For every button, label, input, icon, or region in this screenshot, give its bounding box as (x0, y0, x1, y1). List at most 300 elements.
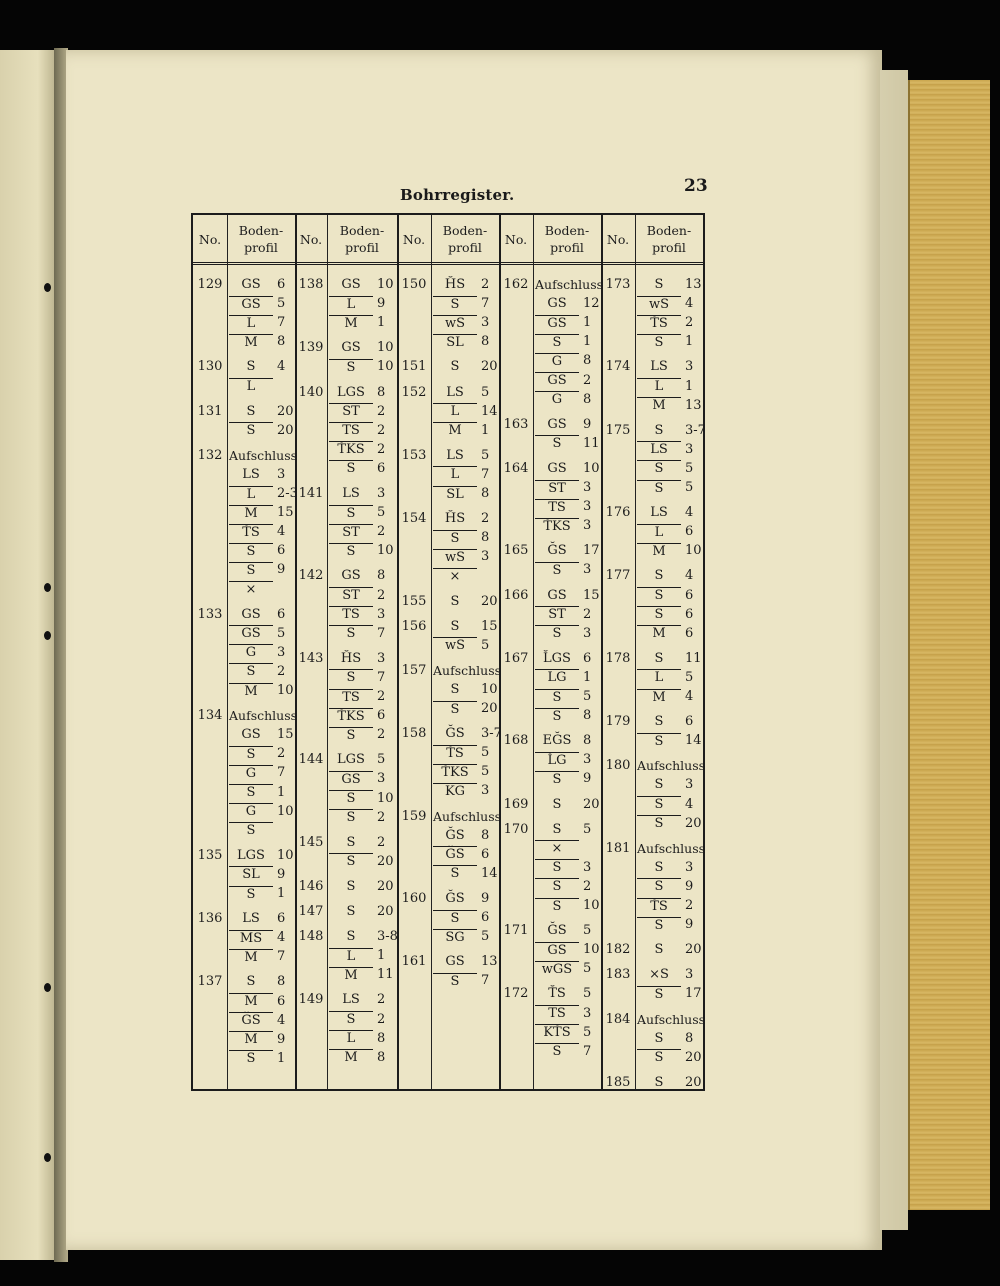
layer-depth: 1 (583, 669, 592, 685)
layer-depth: 9 (583, 771, 592, 787)
layer-depth: 5 (277, 296, 286, 312)
layer-depth: 2 (377, 809, 386, 825)
soil-symbol: S (246, 403, 256, 419)
layer-depth: 4 (277, 359, 286, 375)
soil-symbol: LGS (237, 847, 265, 863)
soil-profile-layer (433, 680, 497, 699)
soil-symbol: SL (433, 486, 477, 502)
soil-profile-layer (433, 971, 497, 990)
soil-symbol: S (329, 543, 373, 559)
soil-symbol: GS (341, 277, 361, 292)
bore-number: 151 (401, 359, 427, 375)
bore-number: 179 (605, 714, 631, 730)
soil-symbol: S (329, 1011, 373, 1027)
layer-depth: 10 (377, 340, 394, 356)
soil-profile-layer (329, 624, 395, 643)
soil-profile-layer (637, 775, 701, 794)
layer-depth: 3 (481, 549, 490, 565)
layer-depth: 20 (377, 853, 394, 869)
soil-symbol: GS (341, 340, 361, 356)
layer-depth: 3 (277, 466, 286, 482)
outcrop-label: Aufschluss (433, 662, 502, 678)
soil-profile-layer (535, 560, 599, 579)
bore-number: 177 (605, 568, 631, 584)
bore-number: 174 (605, 359, 631, 375)
bore-number: 135 (197, 847, 223, 863)
soil-symbol: S (637, 587, 681, 603)
bore-number: 132 (197, 447, 223, 463)
soil-symbol: S (329, 505, 373, 521)
soil-symbol: S (329, 853, 373, 869)
layer-depth: 14 (481, 403, 498, 419)
soil-profile-layer (433, 952, 497, 971)
bore-number: 157 (401, 662, 427, 678)
layer-depth: 6 (277, 606, 286, 622)
soil-profile-layer (329, 833, 395, 852)
layer-depth: 7 (277, 315, 286, 331)
soil-symbol: L (433, 403, 477, 419)
layer-depth: 9 (481, 890, 490, 906)
layer-depth: 8 (481, 827, 490, 843)
soil-profile-layer (329, 902, 395, 921)
header-no: No. (606, 231, 630, 247)
soil-profile-layer (637, 814, 701, 833)
layer-depth: 10 (277, 847, 294, 863)
bore-number: 138 (298, 277, 324, 292)
layer-depth: 13 (685, 277, 702, 292)
header-profile-cell (533, 215, 601, 263)
bore-number: 155 (401, 593, 427, 609)
soil-symbol: LS (446, 447, 464, 463)
bore-number: 137 (197, 974, 223, 990)
layer-depth: 13 (481, 954, 498, 970)
soil-symbol: S (535, 689, 579, 705)
bore-number: 134 (197, 708, 223, 724)
soil-profile-layer (433, 636, 497, 655)
soil-profile-layer (637, 731, 701, 750)
soil-symbol: L (637, 669, 681, 685)
soil-profile-layer (535, 624, 599, 643)
soil-symbol: S (552, 796, 562, 812)
soil-profile-layer (535, 1023, 599, 1042)
layer-depth: 20 (277, 403, 294, 419)
soil-symbol: GS (229, 296, 273, 312)
soil-profile-layer (433, 509, 497, 528)
soil-profile-layer (637, 605, 701, 624)
soil-symbol: S (229, 822, 273, 838)
soil-profile-layer (329, 750, 395, 769)
layer-depth: 6 (277, 277, 286, 292)
soil-profile-layer (229, 947, 293, 966)
soil-symbol: S (329, 809, 373, 825)
soil-symbol: GS (241, 727, 261, 743)
soil-profile-layer (637, 940, 701, 959)
layer-depth: 1 (277, 784, 286, 800)
layer-depth: 8 (377, 384, 386, 400)
soil-symbol: ×S (649, 967, 669, 983)
layer-depth: 10 (277, 803, 294, 819)
soil-profile-layer (535, 795, 599, 814)
soil-symbol: S (654, 568, 664, 584)
soil-profile-layer (637, 332, 701, 351)
soil-symbol: M (329, 967, 373, 983)
soil-symbol: ST (535, 480, 579, 496)
layer-depth: 1 (685, 378, 694, 394)
header-no: No. (299, 231, 323, 247)
outcrop-label: Aufschluss (229, 708, 298, 724)
soil-symbol: S (654, 1030, 664, 1046)
layer-depth: 5 (481, 764, 490, 780)
soil-profile-layer (637, 357, 701, 376)
soil-profile-layer (229, 560, 293, 579)
layer-depth: 20 (377, 904, 394, 919)
soil-symbol: M (229, 683, 273, 699)
soil-profile-layer (433, 927, 497, 946)
soil-symbol: S (229, 663, 273, 679)
soil-symbol: T̆S (433, 745, 477, 761)
layer-depth: 20 (685, 1049, 702, 1065)
soil-profile-layer (637, 896, 701, 915)
soil-symbol: ST (329, 524, 373, 540)
layer-depth: 8 (377, 1030, 386, 1046)
soil-profile-layer (229, 402, 293, 421)
soil-profile-layer (229, 446, 298, 465)
soil-profile-layer (229, 662, 293, 681)
bore-number: 178 (605, 650, 631, 666)
layer-depth: 20 (685, 815, 702, 831)
bore-number: 130 (197, 359, 223, 375)
layer-depth: 3 (377, 486, 386, 501)
soil-symbol: L̆G (535, 752, 579, 768)
soil-profile-layer (637, 313, 701, 332)
soil-symbol: L (229, 378, 273, 394)
layer-depth: 20 (583, 796, 600, 812)
soil-profile-layer (433, 864, 497, 883)
soil-profile-layer (637, 275, 701, 294)
soil-profile-layer (329, 649, 395, 668)
soil-symbol: S (637, 878, 681, 894)
soil-profile-layer (433, 484, 497, 503)
soil-profile-layer (329, 769, 395, 788)
soil-profile-layer (535, 371, 599, 390)
bore-number: 143 (298, 650, 324, 666)
soil-symbol: S (329, 460, 373, 476)
layer-depth: 2 (583, 372, 592, 388)
layer-depth: 5 (277, 625, 286, 641)
soil-symbol: S (229, 784, 273, 800)
soil-symbol: S (654, 942, 664, 958)
layer-depth: 9 (277, 1031, 286, 1047)
soil-profile-layer (433, 724, 502, 743)
bore-number: 142 (298, 568, 324, 584)
soil-symbol: S (246, 359, 256, 375)
soil-symbol: S (637, 796, 681, 812)
soil-profile-layer (229, 884, 293, 903)
layer-depth: 6 (685, 606, 694, 622)
soil-symbol: ST (329, 587, 373, 603)
soil-symbol: S (637, 986, 681, 1002)
soil-profile-layer (637, 712, 701, 731)
layer-depth: 6 (481, 910, 490, 925)
soil-profile-layer (535, 586, 599, 605)
layer-depth: 9 (277, 562, 286, 578)
soil-symbol: S (535, 878, 579, 894)
soil-profile-layer (637, 795, 701, 814)
layer-depth: 5 (583, 986, 592, 1002)
soil-symbol: KG (433, 783, 477, 799)
soil-profile-layer (229, 763, 293, 782)
soil-symbol: T̆KS (329, 441, 373, 457)
soil-profile-layer (637, 1048, 701, 1067)
soil-symbol: SL (433, 334, 477, 350)
layer-depth: 2 (377, 1011, 386, 1027)
layer-depth: 15 (481, 618, 498, 634)
soil-symbol: S (654, 1074, 664, 1090)
soil-profile-layer (535, 839, 599, 858)
soil-profile-layer (637, 1073, 701, 1092)
layer-depth: 3 (377, 650, 386, 666)
soil-symbol: L (637, 378, 681, 394)
layer-depth: 10 (277, 683, 294, 698)
layer-depth: 5 (583, 923, 592, 939)
layer-depth: 12 (583, 296, 600, 312)
bore-number: 182 (605, 942, 631, 958)
soil-symbol: S (535, 898, 579, 914)
layer-depth: 5 (583, 961, 592, 977)
soil-symbol: H̆S (444, 511, 466, 527)
outcrop-label: Aufschluss (637, 758, 706, 774)
soil-symbol: S (654, 650, 664, 666)
header-profile: Boden- profil (442, 223, 488, 255)
layer-depth: 6 (583, 650, 592, 666)
layer-depth: 10 (377, 277, 394, 292)
bore-number: 147 (298, 904, 324, 919)
layer-depth: 7 (481, 296, 490, 312)
soil-profile-layer (637, 478, 701, 497)
soil-symbol: GS (535, 372, 579, 388)
soil-profile-layer (535, 390, 599, 409)
soil-profile-layer (229, 421, 293, 440)
soil-symbol: S (346, 834, 356, 850)
soil-symbol: L (433, 466, 477, 482)
soil-symbol: S (450, 681, 460, 697)
soil-symbol: TS (329, 689, 373, 705)
layer-depth: 15 (277, 727, 294, 743)
outcrop-label: Aufschluss (637, 1011, 706, 1027)
layer-depth: 6 (377, 708, 386, 724)
soil-profile-layer (637, 541, 701, 560)
soil-symbol: GS (241, 277, 261, 292)
soil-profile-layer (637, 522, 701, 541)
soil-symbol: S (552, 821, 562, 837)
soil-symbol: GS (241, 606, 261, 622)
layer-depth: 10 (583, 898, 600, 913)
layer-depth: 4 (277, 524, 286, 540)
soil-profile-layer (637, 756, 706, 775)
bore-number: 129 (197, 277, 223, 292)
soil-profile-layer (637, 877, 701, 896)
layer-depth: 3 (583, 859, 592, 875)
soil-profile-layer (329, 990, 395, 1009)
soil-profile-layer (433, 592, 497, 611)
soil-symbol: G (229, 765, 273, 781)
soil-symbol: S (637, 733, 681, 749)
soil-symbol: G (535, 391, 579, 407)
soil-profile-layer (433, 781, 497, 800)
layer-depth: 3 (481, 315, 490, 331)
layer-depth: 2 (583, 606, 592, 622)
layer-depth: 11 (377, 967, 394, 983)
layer-depth: 7 (277, 765, 286, 781)
soil-symbol: S (346, 878, 356, 894)
bore-number: 136 (197, 911, 223, 927)
page-number: 23 (684, 176, 708, 196)
soil-symbol: S (535, 435, 579, 451)
soil-profile-layer (433, 699, 497, 718)
soil-profile-layer (329, 808, 395, 827)
layer-depth: 5 (583, 1024, 592, 1040)
soil-profile-layer (229, 465, 293, 484)
layer-depth: 1 (685, 334, 694, 350)
layer-depth: 15 (277, 505, 294, 521)
soil-profile-layer (329, 484, 395, 503)
soil-profile-layer (433, 807, 502, 826)
soil-symbol: S (329, 625, 373, 641)
bore-register-table (191, 213, 705, 1091)
soil-symbol: G (535, 353, 579, 369)
soil-profile-layer (637, 668, 701, 687)
layer-depth: 1 (583, 334, 592, 350)
layer-depth: 20 (481, 593, 498, 609)
bore-number: 152 (401, 384, 427, 400)
layer-depth: 14 (685, 733, 702, 749)
layer-depth: 2 (377, 727, 386, 743)
soil-profile-layer (433, 332, 497, 351)
soil-profile-layer (535, 706, 599, 725)
header-no: No. (402, 231, 426, 247)
soil-profile-layer (535, 434, 599, 453)
soil-symbol: GS (341, 568, 361, 584)
soil-symbol: T̆KS (433, 764, 477, 780)
layer-depth: 1 (481, 422, 490, 438)
layer-depth: 3 (583, 752, 592, 768)
soil-profile-layer (329, 877, 395, 896)
soil-symbol: S (433, 296, 477, 312)
soil-profile-layer (433, 465, 497, 484)
layer-depth: 2 (377, 992, 386, 1008)
layer-depth: 5 (685, 460, 694, 476)
soil-symbol: S (654, 422, 664, 438)
soil-symbol: S (229, 543, 273, 559)
soil-symbol: M (229, 949, 273, 965)
layer-depth: 5 (685, 480, 694, 495)
layer-depth: 5 (583, 689, 592, 704)
soil-profile-layer (329, 383, 395, 402)
bore-number: 173 (605, 277, 631, 292)
soil-symbol: M (637, 689, 681, 705)
soil-profile-layer (637, 566, 701, 585)
soil-profile-layer (433, 357, 497, 376)
soil-symbol: ST (329, 403, 373, 419)
layer-depth: 5 (481, 745, 490, 761)
soil-symbol: S (329, 727, 373, 743)
soil-symbol: GS (547, 416, 567, 432)
layer-depth: 8 (377, 568, 386, 584)
soil-symbol: GS (229, 625, 273, 641)
soil-symbol: M (229, 334, 273, 350)
soil-symbol: S (535, 1043, 579, 1059)
soil-profile-layer (329, 927, 398, 946)
layer-depth: 4 (685, 689, 694, 704)
soil-symbol: ĞS (445, 890, 465, 906)
soil-profile-layer (433, 275, 497, 294)
layer-depth: 3 (583, 1005, 592, 1021)
page-title: Bohrregister. (400, 186, 515, 204)
soil-symbol: S (433, 530, 477, 546)
soil-profile-layer (535, 649, 599, 668)
layer-depth: 6 (685, 587, 694, 603)
soil-symbol: ĞS (547, 543, 567, 559)
layer-depth: 2 (377, 524, 386, 540)
soil-symbol: H̆S (444, 277, 466, 292)
bore-number: 158 (401, 726, 427, 742)
bore-number: 141 (298, 486, 324, 501)
layer-depth: 1 (277, 886, 286, 901)
outcrop-label: Aufschluss (535, 277, 604, 292)
soil-symbol: T̆KS (535, 518, 579, 534)
layer-depth: 6 (277, 911, 286, 927)
soil-symbol: S (535, 708, 579, 724)
soil-symbol: ST (535, 606, 579, 622)
soil-symbol: LS (650, 505, 668, 521)
layer-depth: 5 (685, 669, 694, 685)
layer-depth: 6 (377, 460, 386, 476)
layer-depth: 3 (685, 967, 694, 983)
soil-symbol: EĞS (542, 733, 572, 749)
soil-symbol: wS (433, 549, 477, 565)
soil-profile-layer (329, 852, 395, 871)
soil-symbol: ĞS (445, 726, 465, 742)
soil-symbol: S (450, 618, 460, 634)
soil-symbol: wGS (535, 961, 579, 977)
soil-profile-layer (229, 992, 293, 1011)
layer-depth: 10 (377, 543, 394, 559)
layer-depth: 3 (277, 644, 286, 660)
soil-symbol: M (329, 315, 373, 331)
layer-depth: 3-7 (481, 726, 502, 742)
soil-profile-layer (637, 503, 701, 522)
soil-profile-layer (229, 909, 293, 928)
soil-symbol: S (450, 359, 460, 375)
soil-profile-layer (229, 522, 293, 541)
layer-depth: 2 (377, 441, 386, 457)
soil-symbol: LGS (337, 752, 365, 768)
layer-depth: 8 (685, 1030, 694, 1046)
soil-profile-layer (637, 984, 701, 1003)
soil-profile-layer (637, 965, 701, 984)
soil-profile-layer (535, 896, 599, 915)
layer-depth: 1 (377, 315, 386, 331)
layer-depth: 3 (583, 625, 592, 641)
soil-profile-layer (535, 858, 599, 877)
soil-symbol: S (654, 714, 664, 730)
layer-depth: 5 (481, 384, 490, 400)
soil-symbol: S (346, 904, 356, 919)
soil-profile-layer (329, 1048, 395, 1067)
soil-profile-layer (433, 566, 497, 585)
soil-profile-layer (329, 522, 395, 541)
soil-symbol: LS (446, 384, 464, 400)
